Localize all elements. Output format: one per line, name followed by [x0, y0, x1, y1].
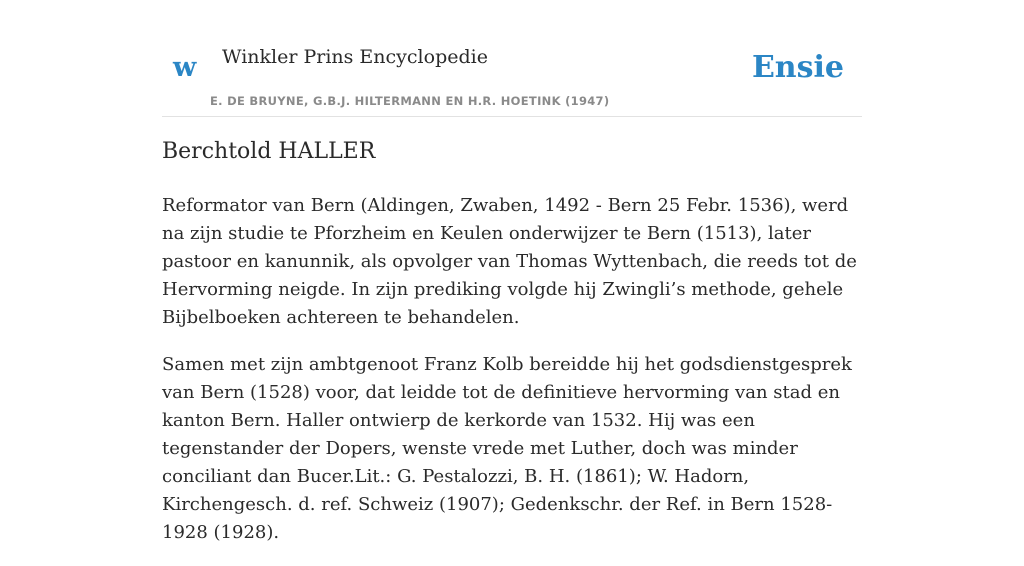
winkler-prins-logo[interactable]: w	[173, 52, 197, 83]
article-title: Berchtold HALLER	[162, 139, 376, 164]
ensie-logo[interactable]: Ensie	[751, 50, 844, 85]
article-paragraph-2: Samen met zijn ambtgenoot Franz Kolb bereidde hij het godsdienstgesprek van Bern (1528) voor, dat leidde tot de definitieve hervorming van stad en kanton Bern. Haller ontwierp de kerkorde van 1532. Hij was een tegenstander der Dopers, wenste vrede met Luther, doch was minder conciliant dan Bucer.Lit.: G. Pestalozzi, B. H. (1861); W. Hadorn, Kirchengesch. d. ref. Schweiz (1907); Gedenkschr. der Ref. in Bern 1528-1928 (1928).	[162, 354, 852, 543]
source-authors: E. DE BRUYNE, G.B.J. HILTERMANN EN H.R. HOETINK (1947)	[210, 94, 610, 108]
article-body	[162, 192, 868, 566]
source-title[interactable]: Winkler Prins Encyclopedie	[222, 46, 488, 68]
site-header	[162, 40, 862, 117]
article-paragraph-1: Reformator van Bern (Aldingen, Zwaben, 1492 - Bern 25 Febr. 1536), werd na zijn studie te Pforzheim en Keulen onderwijzer te Bern (1513), later pastoor en kanunnik, als opvolger van Thomas Wyttenbach, die reeds tot de Hervorming neigde. In zijn prediking volgde hij Zwingli’s methode, gehele Bijbelboeken achtereen te behandelen.	[162, 195, 857, 328]
